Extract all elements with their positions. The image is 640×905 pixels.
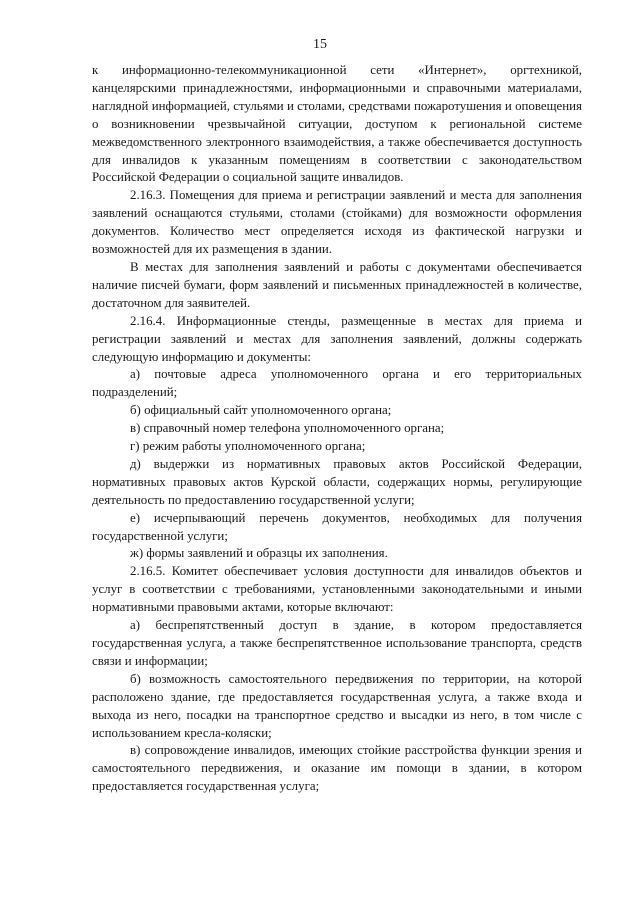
list-item: в) справочный номер телефона уполномоченного органа; (130, 421, 445, 436)
list-item: а) почтовые адреса уполномоченного органа и его территориальных подразделений; (92, 367, 582, 400)
list-item: а) беспрепятственный доступ в здание, в котором предоставляется государственная услуга, а также беспрепятственное использование транспорта, средств связи и информации; (92, 618, 582, 668)
list-item: в) сопровождение инвалидов, имеющих стойкие расстройства функции зрения и самостоятельного передвижения, и оказание им помощи в здании, в котором предоставляется государственная услуга; (92, 743, 582, 794)
paragraph: 2.16.3. Помещения для приема и регистрации заявлений и места для заполнения заявлений оснащаются стульями, столами (стойками) для возможности оформления документов. Количество мест определяется исходя из фактической нагрузки и возможностей для их размещения в здании. (92, 188, 582, 257)
paragraph: 2.16.4. Информационные стенды, размещенные в местах для приема и регистрации заявлений и местах для заполнения заявлений, должны содержать следующую информацию и документы: (92, 313, 582, 364)
list-item: е) исчерпывающий перечень документов, необходимых для получения государственной услуги; (92, 510, 582, 543)
list-item: д) выдержки из нормативных правовых актов Российской Федерации, нормативных правовых актов Курской области, содержащих нормы, регулирующие деятельность по предоставлению государственной услуги; (92, 456, 582, 507)
paragraph: к информационно-телекоммуникационной сети «Интернет», оргтехникой, канцелярскими принадлежностями, информационными и справочными материалами, наглядной информацией, стульями и столами, средствами пожаротушения и оповещения о возникновении чрезвычайной ситуации, доступом к региональной системе межведомственного электронного взаимодействия, а также обеспечивается доступность для инвалидов к указанным помещениям в соответствии с законодательством Российской Федерации о социальной защите инвалидов. (92, 63, 582, 185)
list-item: б) официальный сайт уполномоченного органа; (130, 403, 392, 418)
paragraph: 2.16.5. Комитет обеспечивает условия доступности для инвалидов объектов и услуг в соответствии с требованиями, установленными законодательными и иными нормативными правовыми актами, которые включают: (92, 564, 582, 615)
list-item: г) режим работы уполномоченного органа; (130, 439, 366, 454)
paragraph: В местах для заполнения заявлений и работы с документами обеспечивается наличие писчей бумаги, форм заявлений и письменных принадлежностей в количестве, достаточном для заявителей. (92, 259, 582, 310)
list-item: ж) формы заявлений и образцы их заполнения. (130, 546, 388, 561)
page-number: 15 (313, 37, 327, 52)
list-item: б) возможность самостоятельного передвижения по территории, на которой расположено здание, где предоставляется государственная услуга, а также входа и выхода из него, посадки на транспортное средство и высадки из него, в том числе с использованием кресла-коляски; (92, 671, 582, 740)
document-body (92, 62, 582, 796)
